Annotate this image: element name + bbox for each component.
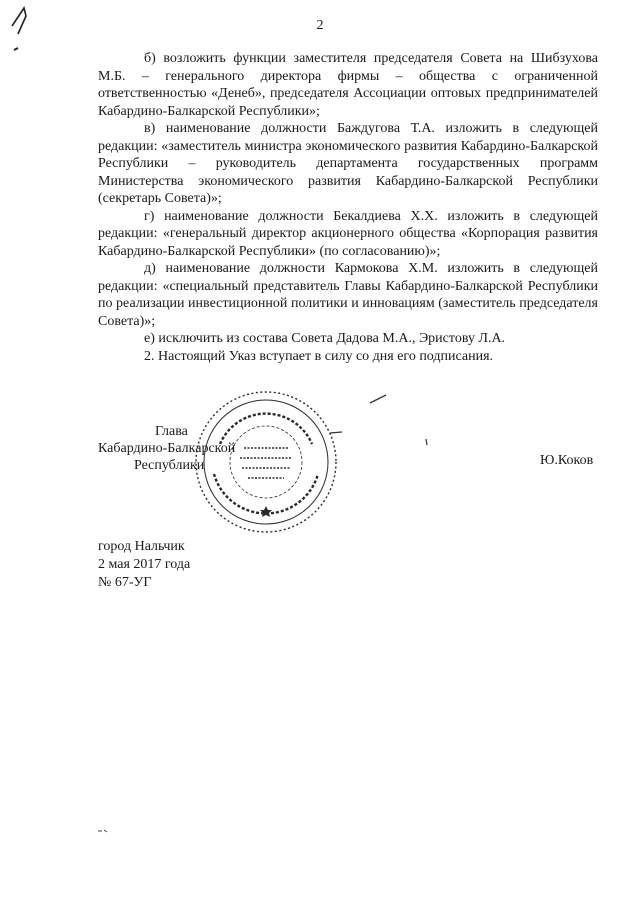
paragraph-e: е) исключить из состава Совета Дадова М.А., Эристову Л.А. [144, 331, 506, 346]
margin-scribble-mark [4, 4, 38, 64]
city: город Нальчик [98, 539, 185, 554]
stray-mark [96, 826, 110, 836]
official-seal-stamp [192, 388, 340, 536]
paragraph-g: г) наименование должности Бекалдиева Х.Х. изложить в следующей редакции: «генеральный директор акционерного общества «Корпорация развития Кабардино-Балкарской Республики» (по согласованию)»; [98, 208, 598, 259]
paragraph-d: д) наименование должности Кармокова Х.М. изложить в следующей редакции: «специальный представитель Главы Кабардино-Балкарской Республики по реализации инвестиционной политики и инновациям (заместитель председателя Совета)»; [98, 261, 598, 329]
decree-number: № 67-УГ [98, 575, 152, 590]
decree-footer [98, 538, 190, 592]
decree-body [98, 50, 598, 365]
decree-date: 2 мая 2017 года [98, 557, 191, 572]
signer-name: Ю.Коков [540, 453, 594, 468]
signer-title-line-3: Республики [134, 458, 205, 473]
paragraph-b: б) возложить функции заместителя председателя Совета на Шибзухова М.Б. – генерального директора фирмы – общества с ограниченной ответственностью «Денеб», председателя Ассоциации оптовых предпринимателей Кабардино-Балкарской Республики»; [98, 51, 598, 119]
paragraph-v: в) наименование должности Баждугова Т.А. изложить в следующей редакции: «заместитель министра экономического развития Кабардино-Балкарской Республики – руководитель департамента государственных программ Министерства экономического развития Кабардино-Балкарской Республики (секретарь Совета)»; [98, 121, 598, 206]
paragraph-2: 2. Настоящий Указ вступает в силу со дня его подписания. [144, 348, 494, 364]
signer-title-line-1: Глава [155, 424, 188, 439]
signer-title-line-2: Кабардино-Балкарской [98, 441, 236, 456]
page-number: 2 [316, 18, 324, 33]
